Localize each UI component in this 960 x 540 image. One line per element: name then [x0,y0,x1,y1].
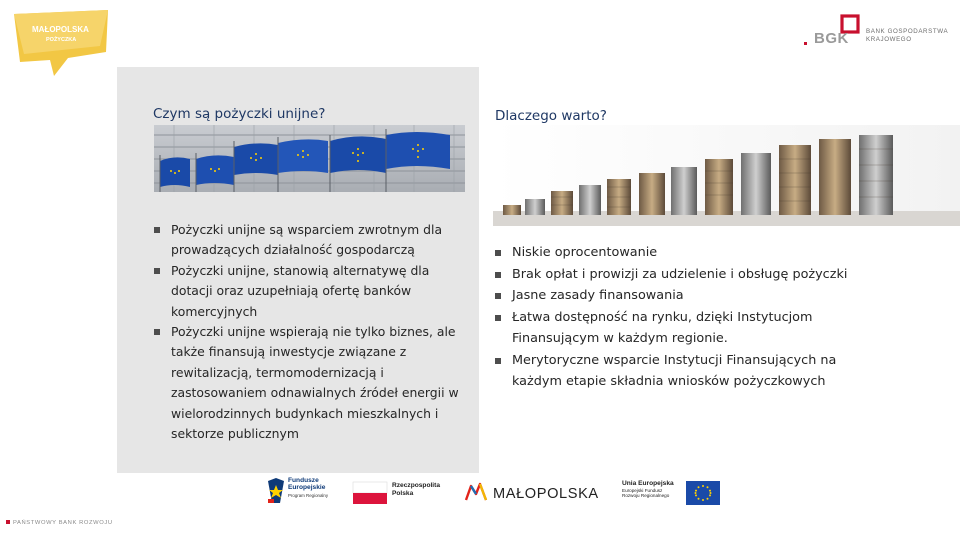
right-bullet-list [493,242,873,393]
list-item: Pożyczki unijne, stanowią alternatywę dla dotacji oraz uzupełniają ofertę banków komercyjnych [153,261,473,322]
ue-line2: Europejski Fundusz [622,487,663,493]
footer-note: PAŃSTWOWY BANK ROZWOJU [6,520,113,526]
fe-line2: Europejskie [288,484,326,492]
malopolska-pozyczka-logo [10,8,114,78]
list-item: Jasne zasady finansowania [493,285,873,307]
malopolska-logo [464,480,614,506]
bgk-letters: BGK [814,30,849,47]
fe-line3: Program Regionalny [288,492,329,498]
unia-europejska-logo [622,478,722,506]
coin-stacks-illustration [493,125,960,226]
bgk-name-line1: BANK GOSPODARSTWA [866,28,949,35]
list-item: Niskie oprocentowanie [493,242,873,264]
bgk-full-name [866,28,948,43]
rzeczpospolita-polska-logo [352,481,452,505]
mp-text: MAŁOPOLSKA [493,486,599,502]
ue-line1: Unia Europejska [622,480,674,487]
list-item: Łatwa dostępność na rynku, dzięki Instytucjom Finansującym w każdym regionie. [493,307,873,350]
fe-line1: Fundusze [288,477,319,484]
ribbon-line2: POŻYCZKA [46,37,77,43]
malopolska-mountain-icon [464,480,490,504]
list-item: Pożyczki unijne wspierają nie tylko biznes, ale także finansują inwestycje związane z rewitalizacją, termomodernizacją i zastosowaniem odnawialnych źródeł energii w wielorodzinnych budynkach mieszkalnych i sektorze publicznym [153,322,473,444]
eu-flag-icon [686,481,720,505]
ribbon-line1: MAŁOPOLSKA [32,25,89,34]
rp-line2: Polska [392,490,414,497]
fundusze-europejskie-logo [266,477,348,507]
eu-flags-illustration [154,125,465,192]
left-bullet-list [153,220,473,444]
ribbon-icon [10,8,114,78]
rp-line1: Rzeczpospolita [392,482,440,489]
left-section-title: Czym są pożyczki unijne? [153,106,326,122]
polish-flag-icon [352,481,388,505]
eu-flags-image [154,125,465,192]
rp-text [392,482,440,498]
ue-line3: Rozwoju Regionalnego [622,493,670,499]
ue-text [622,480,674,499]
fe-star-icon [266,477,286,505]
bgk-name-line2: KRAJOWEGO [866,35,912,43]
right-section-title: Dlaczego warto? [495,108,607,124]
coins-image [493,125,960,226]
bgk-logo [800,14,950,50]
list-item: Pożyczki unijne są wsparciem zwrotnym dla prowadzących działalność gospodarczą [153,220,473,261]
fe-text [288,477,328,499]
list-item: Merytoryczne wsparcie Instytucji Finansujących na każdym etapie składnia wniosków pożyczkowych [493,350,873,393]
list-item: Brak opłat i prowizji za udzielenie i obsługę pożyczki [493,264,873,286]
